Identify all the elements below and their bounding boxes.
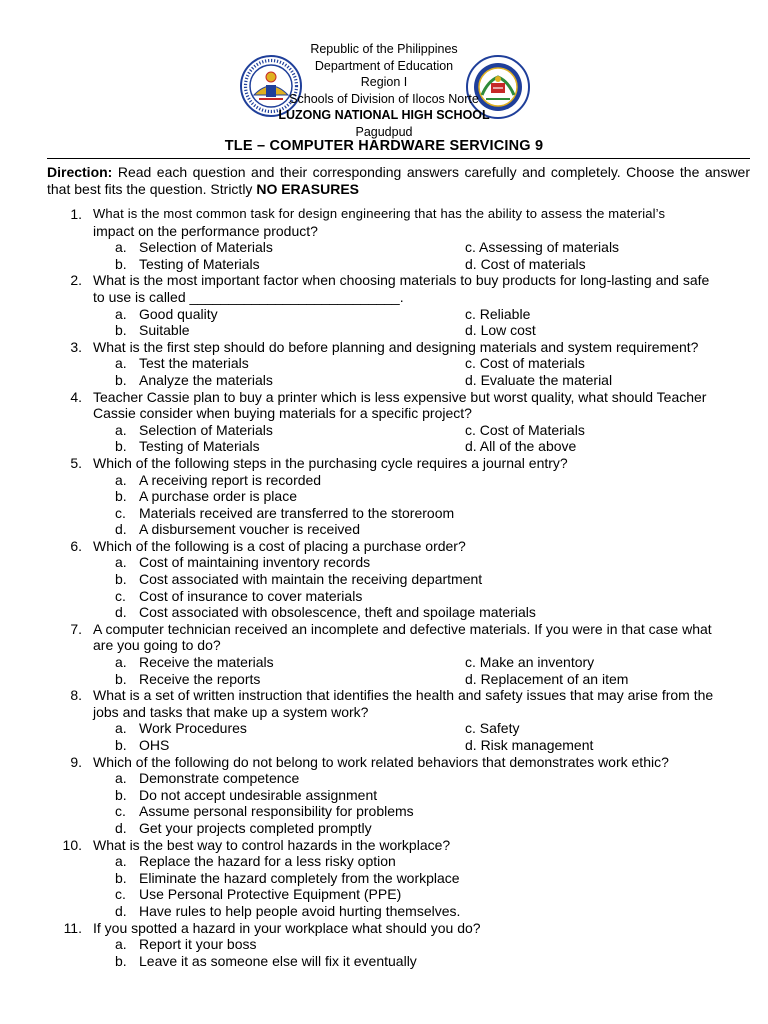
option-right-column: c. Reliable: [465, 305, 531, 322]
question-number: 5.: [70, 454, 82, 471]
question-line: [0, 754, 768, 771]
option-letter: a.: [115, 239, 127, 256]
question-line: [0, 920, 768, 937]
answer-option-row: [0, 372, 768, 389]
question-line: [0, 687, 768, 704]
option-text: Test the materials: [139, 355, 249, 372]
option-right-column: d. Replacement of an item: [465, 670, 629, 687]
question-text: What is a set of written instruction that identifies the health and safety issues that may arise from the: [93, 687, 714, 704]
question-number: 3.: [70, 338, 82, 355]
question-item: [0, 621, 768, 687]
question-text-continued: jobs and tasks that make up a system work?: [93, 703, 369, 720]
question-number: 9.: [70, 753, 82, 770]
option-letter: b.: [115, 786, 127, 803]
option-text: Suitable: [139, 322, 190, 339]
option-text: Cost of insurance to cover materials: [139, 587, 363, 604]
question-text: What is the most common task for design engineering that has the ability to assess the material’s: [93, 206, 666, 221]
option-right-column: d. All of the above: [465, 438, 577, 455]
answer-option-row: [0, 472, 768, 489]
direction-emphasis: NO ERASURES: [256, 180, 360, 197]
header-region: Region I: [360, 75, 408, 89]
answer-option-row: [0, 654, 768, 671]
question-text-continued: impact on the performance product?: [93, 222, 318, 239]
question-item: [0, 389, 768, 455]
option-text: Receive the materials: [139, 654, 274, 671]
answer-option-row: [0, 720, 768, 737]
option-letter: d.: [115, 521, 127, 538]
question-item: [0, 339, 768, 389]
option-letter: a.: [115, 720, 127, 737]
option-letter: a.: [115, 421, 127, 438]
question-line: [0, 538, 768, 555]
option-letter: c.: [115, 587, 126, 604]
answer-option-row: [0, 521, 768, 538]
question-text: Which of the following is a cost of placing a purchase order?: [93, 537, 466, 554]
question-item: [0, 687, 768, 753]
option-letter: c.: [115, 803, 126, 820]
question-text: What is the best way to control hazards in the workplace?: [93, 836, 451, 853]
question-text: Which of the following do not belong to work related behaviors that demonstrates work ethic?: [93, 753, 669, 770]
question-line: [0, 339, 768, 356]
option-right-column: d. Risk management: [465, 737, 594, 753]
option-letter: b.: [115, 322, 127, 339]
question-line: [0, 289, 768, 306]
question-text: Which of the following steps in the purchasing cycle requires a journal entry?: [93, 454, 568, 471]
answer-option-row: [0, 438, 768, 455]
option-letter: c.: [115, 886, 126, 903]
option-text: Work Procedures: [139, 720, 247, 737]
option-right-column: c. Safety: [465, 720, 520, 737]
answer-option-row: [0, 488, 768, 505]
question-item: [0, 272, 768, 338]
answer-option-row: [0, 239, 768, 256]
option-text: A purchase order is place: [139, 488, 297, 505]
option-text: Testing of Materials: [139, 438, 260, 455]
header-school-name: LUZONG NATIONAL HIGH SCHOOL: [278, 108, 490, 122]
option-right-column: d. Cost of materials: [465, 255, 586, 272]
option-text: Receive the reports: [139, 670, 261, 687]
question-line: [0, 637, 768, 654]
question-number: 2.: [70, 272, 82, 289]
question-line: [0, 223, 768, 240]
option-letter: d.: [115, 819, 127, 836]
option-text: OHS: [139, 737, 170, 753]
question-line: [0, 405, 768, 422]
option-letter: a.: [115, 654, 127, 671]
option-text: Cost associated with obsolescence, theft and spoilage materials: [139, 604, 536, 621]
option-text: Selection of Materials: [139, 239, 273, 256]
answer-option-row: [0, 505, 768, 522]
option-text: Selection of Materials: [139, 421, 273, 438]
question-number: 4.: [70, 388, 82, 405]
option-text: Replace the hazard for a less risky option: [139, 853, 396, 870]
option-text: Do not accept undesirable assignment: [139, 786, 378, 803]
option-right-column: c. Assessing of materials: [465, 239, 620, 256]
option-right-column: c. Cost of materials: [465, 355, 585, 372]
option-text: Assume personal responsibility for problems: [139, 803, 414, 820]
question-item: [0, 455, 768, 538]
question-text-continued: to use is called ___________________________.: [93, 288, 404, 305]
question-item: [0, 920, 768, 970]
answer-option-row: [0, 737, 768, 754]
question-item: [0, 754, 768, 837]
option-right-column: d. Low cost: [465, 322, 536, 339]
option-letter: a.: [115, 936, 127, 953]
option-letter: b.: [115, 438, 127, 455]
option-text: Eliminate the hazard completely from the workplace: [139, 869, 460, 886]
header-division: Schools of Division of Ilocos Norte: [289, 91, 479, 106]
option-letter: a.: [115, 853, 127, 870]
answer-option-row: [0, 953, 768, 970]
option-right-column: d. Evaluate the material: [465, 371, 613, 388]
question-number: 11.: [63, 919, 82, 936]
question-number: 6.: [70, 537, 82, 554]
question-line: [0, 837, 768, 854]
direction-label: Direction:: [47, 164, 113, 180]
document-header: [0, 41, 768, 140]
answer-option-row: [0, 554, 768, 571]
question-text: Teacher Cassie plan to buy a printer which is less expensive but worst quality, what should Teacher: [93, 388, 707, 405]
question-text-continued: are you going to do?: [93, 637, 221, 654]
answer-option-row: [0, 903, 768, 920]
question-line: [0, 704, 768, 721]
option-letter: b.: [115, 371, 127, 388]
question-text: If you spotted a hazard in your workplace what should you do?: [93, 919, 481, 936]
question-line: [0, 621, 768, 638]
option-text: Good quality: [139, 305, 218, 322]
header-town: Pagudpud: [355, 124, 413, 139]
answer-option-row: [0, 306, 768, 323]
option-right-column: c. Make an inventory: [465, 654, 595, 671]
answer-option-row: [0, 571, 768, 588]
option-right-column: c. Cost of Materials: [465, 421, 585, 438]
option-letter: a.: [115, 471, 127, 488]
page-title: TLE – COMPUTER HARDWARE SERVICING 9: [224, 138, 544, 154]
option-letter: a.: [115, 554, 127, 571]
option-text: A receiving report is recorded: [139, 471, 322, 488]
question-list: [0, 206, 768, 969]
option-text: Use Personal Protective Equipment (PPE): [139, 886, 402, 903]
answer-option-row: [0, 322, 768, 339]
option-letter: d.: [115, 902, 127, 919]
option-letter: a.: [115, 770, 127, 787]
answer-option-row: [0, 604, 768, 621]
question-text-continued: Cassie consider when buying materials for a specific project?: [93, 405, 472, 422]
question-number: 7.: [70, 620, 82, 637]
option-text: Demonstrate competence: [139, 770, 300, 787]
question-number: 1.: [70, 206, 82, 222]
question-line: [0, 272, 768, 289]
option-text: Leave it as someone else will fix it eventually: [139, 952, 417, 969]
answer-option-row: [0, 671, 768, 688]
option-letter: b.: [115, 869, 127, 886]
question-text: What is the first step should do before planning and designing materials and system requirement?: [93, 338, 699, 355]
option-letter: d.: [115, 604, 127, 621]
option-text: Analyze the materials: [139, 371, 273, 388]
answer-option-row: [0, 422, 768, 439]
option-letter: b.: [115, 571, 127, 588]
header-department: Department of Education: [314, 58, 454, 73]
question-text: What is the most important factor when choosing materials to buy products for long-lasting and safe: [93, 272, 710, 289]
option-letter: b.: [115, 952, 127, 969]
answer-option-row: [0, 588, 768, 605]
question-text: A computer technician received an incomplete and defective materials. If you were in that case what: [93, 620, 712, 637]
option-letter: b.: [115, 737, 127, 753]
option-text: Get your projects completed promptly: [139, 819, 372, 836]
option-letter: b.: [115, 255, 127, 272]
question-line: [0, 455, 768, 472]
header-republic: Republic of the Philippines: [310, 42, 458, 56]
option-text: Have rules to help people avoid hurting themselves.: [139, 902, 461, 919]
title-divider: [47, 158, 750, 159]
option-text: Testing of Materials: [139, 255, 260, 272]
question-line: [0, 389, 768, 406]
question-item: [0, 206, 768, 272]
question-line: [0, 206, 768, 223]
answer-option-row: [0, 787, 768, 804]
option-text: Cost associated with maintain the receiving department: [139, 571, 483, 588]
answer-option-row: [0, 870, 768, 887]
option-text: Materials received are transferred to the storeroom: [139, 504, 455, 521]
answer-option-row: [0, 936, 768, 953]
option-letter: b.: [115, 670, 127, 687]
answer-option-row: [0, 803, 768, 820]
option-letter: b.: [115, 488, 127, 505]
answer-option-row: [0, 256, 768, 273]
question-item: [0, 837, 768, 920]
question-number: 8.: [70, 687, 82, 704]
answer-option-row: [0, 770, 768, 787]
option-letter: a.: [115, 355, 127, 372]
option-letter: c.: [115, 504, 126, 521]
answer-option-row: [0, 886, 768, 903]
option-text: A disbursement voucher is received: [139, 521, 360, 538]
answer-option-row: [0, 853, 768, 870]
answer-option-row: [0, 355, 768, 372]
answer-option-row: [0, 820, 768, 837]
question-number: 10.: [62, 836, 82, 853]
option-letter: a.: [115, 305, 127, 322]
direction-text: Read each question and their corresponding answers carefully and completely. Choose the answer that best fits the question. Strictly: [47, 164, 750, 197]
direction-paragraph: [47, 164, 750, 197]
option-text: Report it your boss: [139, 936, 257, 953]
question-item: [0, 538, 768, 621]
option-text: Cost of maintaining inventory records: [139, 554, 371, 571]
